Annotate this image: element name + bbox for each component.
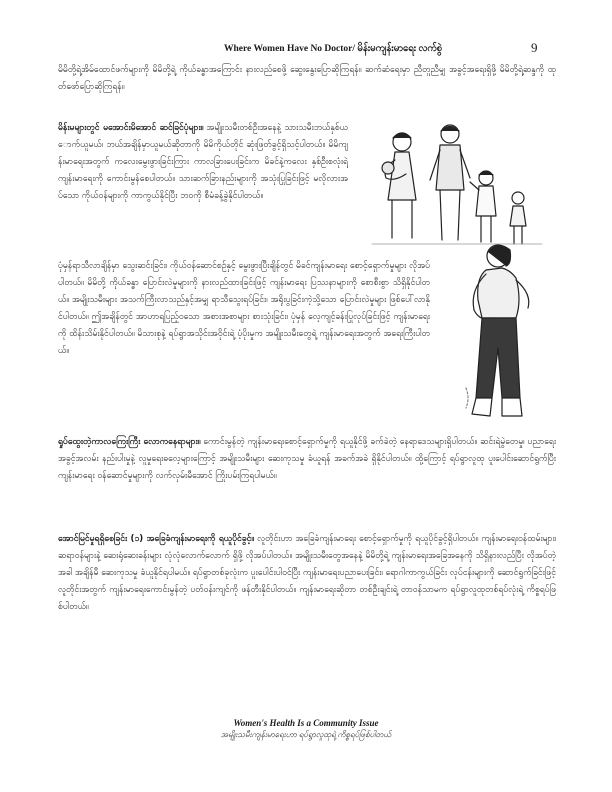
page-header — [0, 38, 612, 56]
paragraph-1 — [58, 62, 556, 112]
footer-subtitle: အမျိုးသမီးကျန်းမာရေးဟာ ရပ်ရွာလူထုရဲ့ ကိစ္စရပ်ဖြစ်ပါတယ် — [220, 730, 392, 739]
footer-title: Women's Health Is a Community Issue — [233, 718, 379, 728]
paragraph-4 — [58, 434, 556, 520]
paragraph-4-heading: ရှုပ်ထွေးတဲ့ကာလကြေးကြီး လောကနေရာများ။ — [58, 437, 201, 447]
paragraph-5-text: လူတိုင်းဟာ အခြေခံကျန်းမာရေး စောင့်ရှောက်မှုကို ရယူပိုင်ခွင့်ရှိပါတယ်။ ကျန်းမာရေးဝန်ထမ်းများ၊ ဆရာဝန်များနဲ့ ဆေးရုံဆေးခန်းများ လုံလုံလောက်လောက် ရှိဖို့ လိုအပ်ပါတယ်။ အမျိုးသမီးတွေအနေနဲ့ မိမိတို့ရဲ့ ကျန်းမာရေးအခြေအနေကို သိရှိနားလည်ပြီး လိုအပ်တဲ့အခါ အချိန်မီ ဆေးကုသမှု ခံယူနိုင်ရပါမယ်။ ရပ်ရွာတစ်ခုလုံးက ပူးပေါင်းပါဝင်ပြီး ကျန်းမာရေးပညာပေးခြင်း၊ ရောဂါကာကွယ်ခြင်း လုပ်ငန်းများကို ဆောင်ရွက်ခြင်းဖြင့် လူတိုင်းအတွက် ကျန်းမာရေးကောင်းမွန်တဲ့ ပတ်ဝန်းကျင်ကို ဖန်တီးနိုင်ပါတယ်။ ကျန်းမာရေးဆိုတာ တစ်ဦးချင်းရဲ့ တာဝန်သာမက ရပ်ရွာလူထုတစ်ရပ်လုံးရဲ့ ကိစ္စရပ်ဖြစ်ပါတယ်။ — [58, 534, 556, 612]
paragraph-1-text: မိမိတို့ရဲ့အိမ်ထောင်ဖက်များကို မိမိတို့ရဲ့ ကိုယ်ခန္ဓာအကြောင်း နားလည်စေဖို့ ဆွေးနွေးပြောဆိုကြရန်။ ဆက်ဆံရေးမှာ ညီတူညီမျှ အခွင့်အရေးရှိဖို့ မိမိတို့ရဲ့ဆန္ဒကို ထုတ်ဖော်ပြောဆိုကြရန်။ — [58, 65, 556, 92]
page-number: 9 — [531, 40, 538, 55]
page-footer — [0, 718, 612, 741]
paragraph-3-text: ပုံမှန်ရာသီလာချိန်မှာ သွေးဆင်းခြင်း၊ ကိုယ်ဝန်ဆောင်စဉ်နှင့် မွေးဖွားပြီးချိန်တွင် မိခင်ကျန်းမာရေး စောင့်ရှောက်မှုများ လိုအပ်ပါတယ်။ မိမိတို့ ကိုယ်ခန္ဓာ ပြောင်းလဲမှုများကို နားလည်ထားခြင်းဖြင့် ကျန်းမာရေး ပြဿနာများကို စောစီးစွာ သိရှိနိုင်ပါတယ်။ အမျိုးသမီးများ အသက်ကြီးလာသည်နှင့်အမျှ ရာသီသွေးရပ်ခြင်း၊ အရိုးပွခြင်းကဲ့သို့သော ပြောင်းလဲမှုများ ဖြစ်ပေါ်လာနိုင်ပါတယ်။ ဤအချိန်တွင် အာဟာရပြည့်ဝသော အစားအစာများ စားသုံးခြင်း၊ ပုံမှန် လေ့ကျင့်ခန်းပြုလုပ်ခြင်းဖြင့် ကျန်းမာရေးကို ထိန်းသိမ်းနိုင်ပါတယ်။ မိသားစုနဲ့ ရပ်ရွာအသိုင်းအဝိုင်းရဲ့ ပံ့ပိုးမှုက အမျိုးသမီးတွေရဲ့ ကျန်းမာရေးအတွက် အရေးကြီးပါတယ်။ — [58, 261, 430, 356]
family-illustration — [362, 120, 552, 248]
pregnant-woman-illustration — [436, 238, 566, 424]
paragraph-5-heading: အောင်မြင်မှုရရှိစေခြင်း (၁) အခြေခံကျန်းမာရေးကို ရယူပိုင်ခွင့်။ — [58, 534, 254, 544]
paragraph-3 — [58, 258, 430, 414]
paragraph-4-text: ကောင်းမွန်တဲ့ ကျန်းမာရေးစောင့်ရှောက်မှုကို ရယူနိုင်ဖို့ ခက်ခဲတဲ့ နေရာဒေသများရှိပါတယ်။ ဆင်းရဲမွဲတေမှု၊ ပညာရေးအခွင့်အလမ်း နည်းပါးမှုနဲ့ လူမှုရေးဓလေ့များကြောင့် အမျိုးသမီးများ ဆေးကုသမှု ခံယူရန် အခက်အခဲ ရှိနိုင်ပါတယ်။ ထို့ကြောင့် ရပ်ရွာလူထု ပူးပေါင်းဆောင်ရွက်ပြီး ကျန်းမာရေး ဝန်ဆောင်မှုများကို လက်လှမ်းမီအောင် ကြိုးပမ်းကြရပါမယ်။ — [58, 437, 556, 481]
paragraph-2 — [58, 120, 348, 256]
paragraph-2-text: အမျိုးသမီးတစ်ဦးအနေနဲ့ သားသမီးဘယ်နှစ်ယောက်ယူမယ်၊ ဘယ်အချိန်မှာယူမယ်ဆိုတာကို မိမိကိုယ်တိုင် ဆုံးဖြတ်ခွင့်ရှိသင့်ပါတယ်။ မိမိကျန်းမာရေးအတွက် ကလေးမွေးဖွားခြင်းကြား ကာလခြားပေးခြင်းက မိခင်နဲ့ကလေး နှစ်ဦးစလုံးရဲ့ ကျန်းမာရေးကို ကောင်းမွန်စေပါတယ်။ သားဆက်ခြားနည်းများကို အသုံးပြုခြင်းဖြင့် မလိုလားအပ်သော ကိုယ်ဝန်များကို ကာကွယ်နိုင်ပြီး ဘဝကို စီမံခန့်ခွဲနိုင်ပါတယ်။ — [58, 123, 348, 201]
paragraph-5 — [58, 531, 556, 686]
paragraph-2-heading: မိန်းမများတွင် မအောင်းမိအောင် ဆင်ခြင်ပုံများ။ — [58, 123, 204, 133]
running-title: Where Women Have No Doctor/ မိန်းမကျန်းမာရေး လက်စွဲ — [223, 44, 442, 54]
